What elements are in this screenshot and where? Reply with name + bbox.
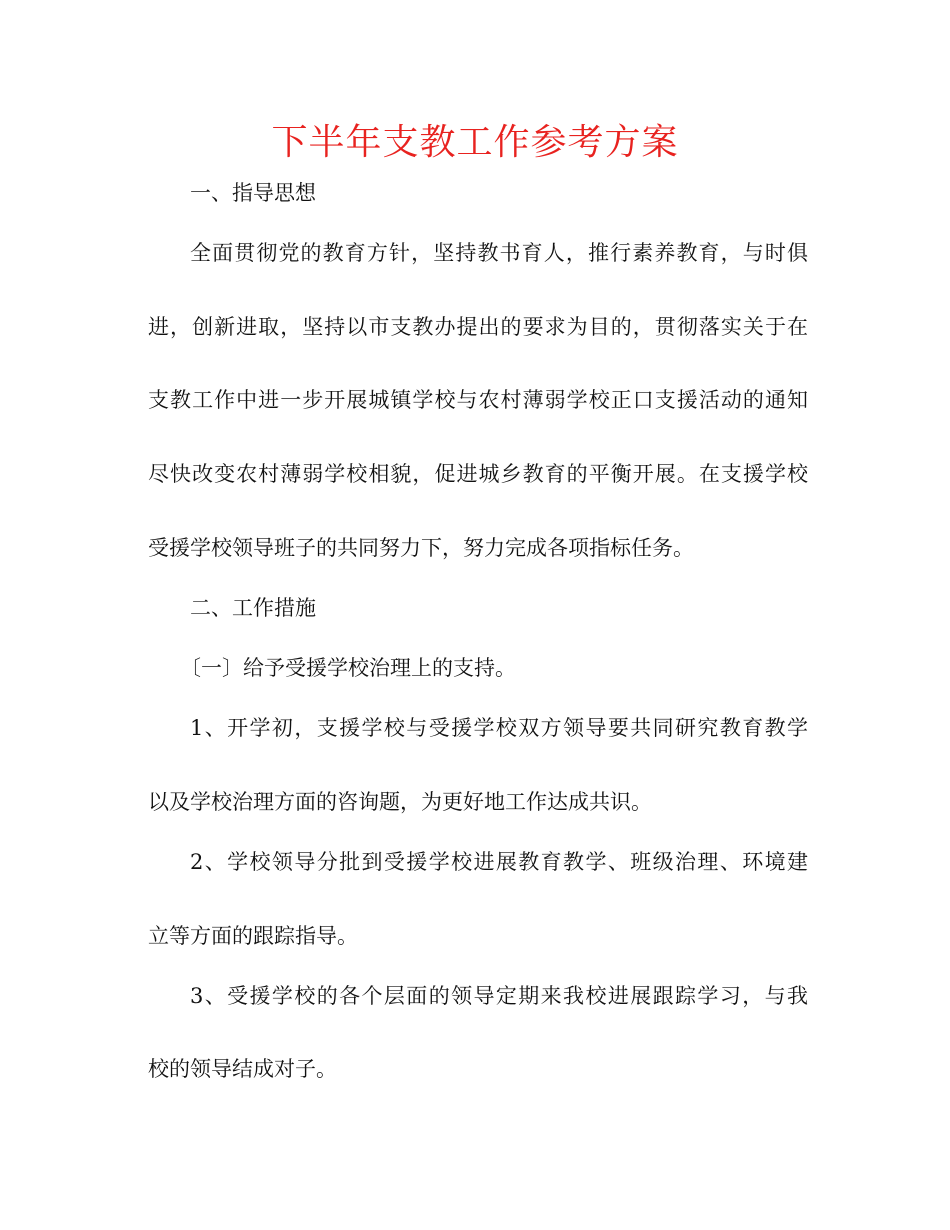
list-item-line: 立等方面的跟踪指导。 bbox=[148, 924, 358, 948]
paragraph-line: 受援学校领导班子的共同努力下，努力完成各项指标任务。 bbox=[148, 536, 694, 560]
list-item-line: 校的领导结成对子。 bbox=[148, 1057, 337, 1081]
section-heading-work-measures: 二、工作措施 bbox=[190, 596, 316, 620]
list-item-line: 1、开学初，支援学校与受援学校双方领导要共同研究教育教学 bbox=[190, 716, 808, 740]
list-item-line: 3、受援学校的各个层面的领导定期来我校进展跟踪学习，与我 bbox=[190, 984, 808, 1008]
section-heading-guiding-ideology: 一、指导思想 bbox=[190, 181, 316, 205]
list-item-line: 2、学校领导分批到受援学校进展教育教学、班级治理、环境建 bbox=[190, 850, 808, 874]
paragraph-line: 全面贯彻党的教育方针，坚持教书育人，推行素养教育，与时俱 bbox=[190, 241, 808, 265]
list-item-line: 以及学校治理方面的咨询题，为更好地工作达成共识。 bbox=[148, 790, 652, 814]
paragraph-line: 支教工作中进一步开展城镇学校与农村薄弱学校正口支援活动的通知 bbox=[148, 388, 808, 412]
subsection-heading: 〔一〕给予受援学校治理上的支持。 bbox=[180, 656, 516, 680]
document-title: 下半年支教工作参考方案 bbox=[271, 122, 679, 163]
paragraph-line: 进，创新进取，坚持以市支教办提出的要求为目的，贯彻落实关于在 bbox=[148, 315, 808, 339]
paragraph-line: 尽快改变农村薄弱学校相貌，促进城乡教育的平衡开展。在支援学校 bbox=[148, 462, 808, 486]
